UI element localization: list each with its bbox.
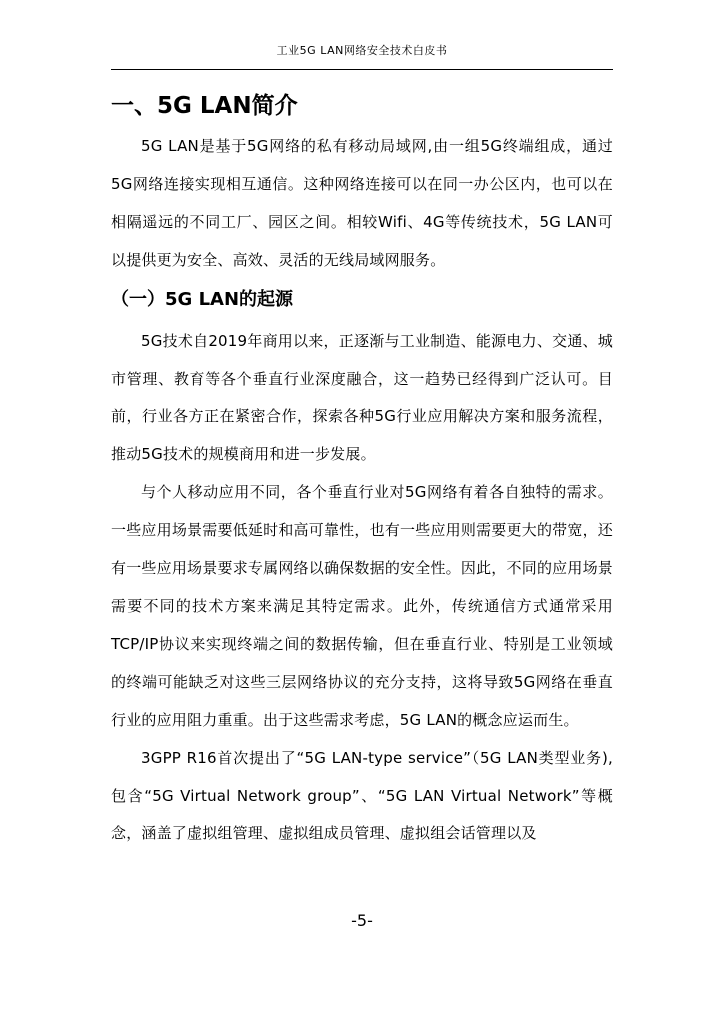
intro-paragraph: 5G LAN是基于5G网络的私有移动局域网,由一组5G终端组成，通过5G网络连接实现相互通信。这种网络连接可以在同一办公区内，也可以在相隔遥远的不同工厂、园区之间。相较Wifi、4G等传统技术，5G LAN可以提供更为安全、高效、灵活的无线局域网服务。 [111,137,613,269]
body-paragraph: 3GPP R16首次提出了“5G LAN-type service”（5G LAN类型业务),包含“5G Virtual Network group”、“5G LAN Virtual Network”等概念，涵盖了虚拟组管理、虚拟组成员管理、虚拟组会话管理以及 [111,748,613,843]
body-paragraph: 5G技术自2019年商用以来，正逐渐与工业制造、能源电力、交通、城市管理、教育等各个垂直行业深度融合，这一趋势已经得到广泛认可。目前，行业各方正在紧密合作，探索各种5G行业应用解决方案和服务流程，推动5G技术的规模商用和进一步发展。 [111,331,613,464]
page-body [111,84,613,853]
running-header: 工业5G LAN网络安全技术白皮书 [276,44,448,57]
body-paragraph: 与个人移动应用不同，各个垂直行业对5G网络有着各自独特的需求。一些应用场景需要低延时和高可靠性，也有一些应用则需要更大的带宽，还有一些应用场景要求专属网络以确保数据的安全性。因此，不同的应用场景需要不同的技术方案来满足其特定需求。此外，传统通信方式通常采用TCP/IP协议来实现终端之间的数据传输，但在垂直行业、特别是工业领域的终端可能缺乏对这些三层网络协议的充分支持，这将导致5G网络在垂直行业的应用阻力重重。出于这些需求考虑，5G LAN的概念应运而生。 [111,483,613,729]
header-divider [111,69,613,70]
page-number: -5- [351,911,373,930]
subsection-heading: （一）5G LAN的起源 [111,288,294,310]
section-heading: 一、5G LAN简介 [111,93,298,119]
